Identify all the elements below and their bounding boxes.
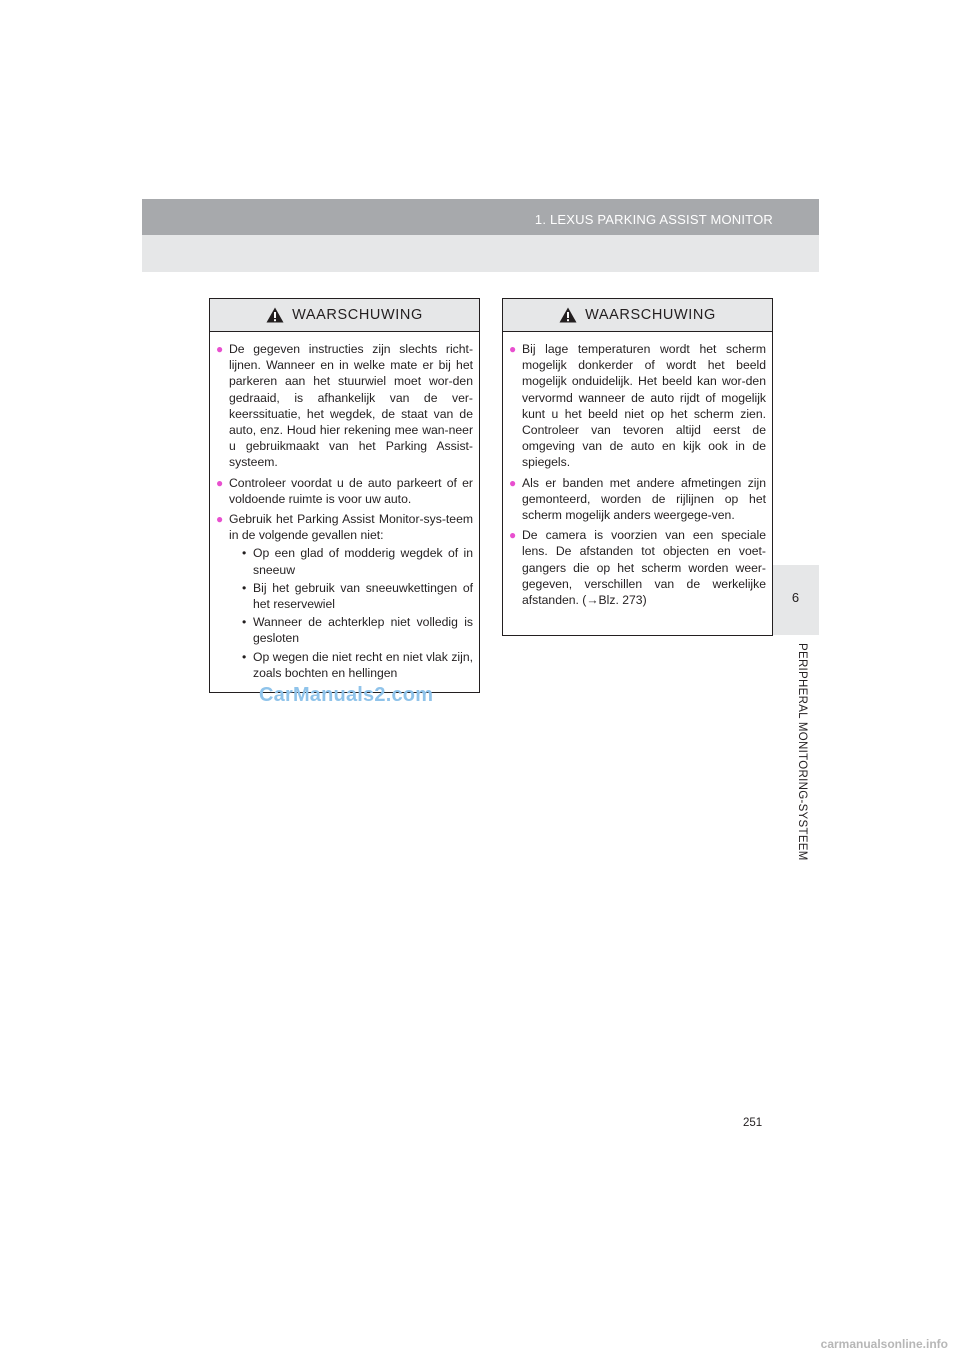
- warning-title: WAARSCHUWING: [585, 307, 716, 323]
- bullet-icon: ●: [216, 512, 224, 527]
- warning-item: [509, 341, 766, 471]
- bullet-icon: ●: [509, 528, 517, 543]
- header-bar: [142, 199, 819, 235]
- header-subbar: [142, 235, 819, 272]
- footer-watermark: carmanualsonline.info: [820, 1337, 948, 1351]
- warning-subitem: [229, 614, 473, 646]
- bullet-icon: ●: [509, 342, 517, 356]
- warning-item-text: Bij lage temperaturen wordt het scherm mogelijk donkerder of wordt het beeld mogelijk onduidelijk. Het beeld kan wor-den vervormd wanneer de auto rijdt of mogelijk kunt u het beeld niet op het scherm zien. Controleer van tevoren altijd eerst de omgeving van de auto en kijk ook in de spiegels.: [522, 342, 766, 470]
- page-number: 251: [743, 1117, 763, 1129]
- warning-subitem: [229, 580, 473, 612]
- dot-icon: •: [242, 546, 247, 561]
- warning-subitem: [229, 545, 473, 577]
- warning-item: [216, 511, 473, 681]
- warning-item-text: De camera is voorzien van een speciale lens. De afstanden tot objecten en voet-gangers die op het scherm worden weer-gegeven, verschillen van de werkelijke afstanden. (→Blz. 273): [522, 528, 766, 608]
- warning-item-text: Als er banden met andere afmetingen zijn gemonteerd, worden de rijlijnen op het scherm mogelijk anders weergege-ven.: [522, 475, 766, 523]
- warning-subitem-text: Wanneer de achterklep niet volledig is gesloten: [253, 615, 473, 646]
- warning-item-text: De gegeven instructies zijn slechts richt-lijnen. Wanneer en in welke mate er bij het parkeren aan het stuurwiel moet wor-den gedraaid, is afhankelijk van de ver-keerssituatie, het wegdek, de staat van de auto, enz. Houd hier rekening mee wan-neer u gebruikmaakt van het Parking Assist-systeem.: [229, 342, 473, 470]
- dot-icon: •: [242, 649, 247, 664]
- warning-body: [210, 332, 479, 681]
- warning-subitem-text: Op wegen die niet recht en niet vlak zijn, zoals bochten en hellingen: [253, 649, 473, 680]
- dot-icon: •: [242, 615, 247, 630]
- bullet-icon: ●: [509, 475, 517, 490]
- warning-body: [503, 332, 772, 608]
- warning-sublist: [229, 545, 473, 681]
- bullet-icon: ●: [216, 342, 224, 356]
- section-title: 1. LEXUS PARKING ASSIST MONITOR: [534, 212, 773, 227]
- watermark-link[interactable]: CarManuals2.com: [259, 684, 434, 706]
- chapter-number: 6: [791, 590, 800, 605]
- warning-header: [210, 299, 479, 332]
- warning-subitem-text: Bij het gebruik van sneeuwkettingen of het reservewiel: [253, 580, 473, 612]
- chapter-side-label: PERIPHERAL MONITORING-SYSTEEM: [796, 643, 808, 861]
- bullet-icon: ●: [216, 475, 224, 490]
- warning-item: [509, 527, 766, 608]
- warning-triangle-icon: [559, 307, 577, 323]
- warning-header: [503, 299, 772, 332]
- warning-item: [216, 341, 473, 471]
- chapter-tab: [772, 565, 819, 635]
- warning-item: [216, 475, 473, 507]
- warning-box-right: [502, 298, 773, 636]
- warning-item-text: Controleer voordat u de auto parkeert of er voldoende ruimte is voor uw auto.: [229, 475, 473, 506]
- warning-subitem: [229, 649, 473, 681]
- warning-item: [509, 475, 766, 524]
- dot-icon: •: [242, 580, 247, 595]
- warning-subitem-text: Op een glad of modderig wegdek of in sneeuw: [253, 546, 473, 577]
- warning-item-text: Gebruik het Parking Assist Monitor-sys-teem in de volgende gevallen niet:: [229, 512, 473, 543]
- warning-box-left: [209, 298, 480, 693]
- warning-title: WAARSCHUWING: [292, 307, 423, 323]
- warning-triangle-icon: [266, 307, 284, 323]
